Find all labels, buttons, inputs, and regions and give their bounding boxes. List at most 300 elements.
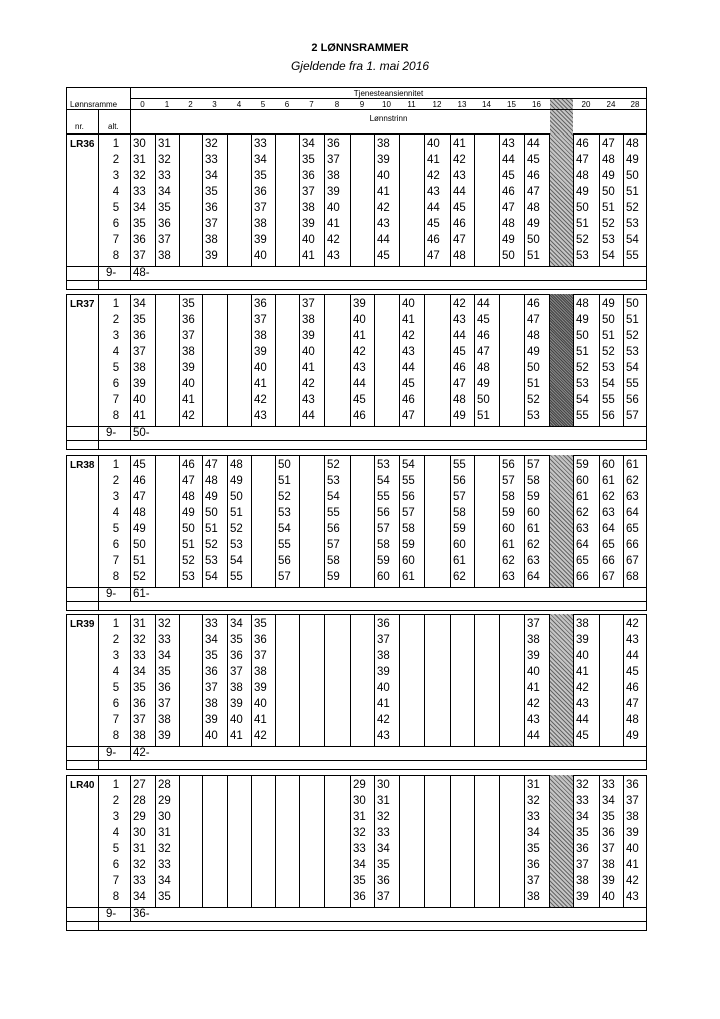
salary-step-cell: 49: [626, 154, 639, 166]
salary-step-cell: 48: [527, 202, 540, 214]
salary-step-cell: 47: [477, 346, 490, 358]
salary-step-cell: 45: [502, 170, 515, 182]
salary-step-cell: 52: [626, 330, 639, 342]
salary-step-cell: 39: [254, 234, 267, 246]
column-divider: [450, 614, 451, 746]
column-divider: [524, 775, 525, 907]
salary-step-cell: 67: [626, 555, 639, 567]
frame-alt-level: 8: [112, 891, 120, 903]
salary-step-cell: 63: [502, 571, 515, 583]
column-divider: [299, 455, 300, 587]
salary-step-cell: 38: [527, 891, 540, 903]
salary-step-cell: 31: [133, 618, 146, 630]
salary-step-cell: 29: [133, 811, 146, 823]
header-year: 8: [334, 100, 340, 109]
column-divider: [299, 134, 300, 266]
column-divider: [474, 455, 475, 587]
salary-step-cell: 61: [453, 555, 466, 567]
header-year: 16: [532, 100, 541, 109]
salary-step-cell: 36: [602, 827, 615, 839]
salary-step-cell: 40: [377, 682, 390, 694]
salary-step-cell: 37: [182, 330, 195, 342]
salary-step-cell: 33: [527, 811, 540, 823]
footer-divider: [66, 746, 647, 747]
column-divider: [573, 775, 574, 907]
salary-step-cell: 57: [453, 491, 466, 503]
salary-step-cell: 33: [158, 859, 171, 871]
salary-step-cell: 65: [576, 555, 589, 567]
salary-step-cell: 52: [327, 459, 340, 471]
salary-step-cell: 63: [576, 523, 589, 535]
frame-alt-level: 6: [112, 218, 120, 230]
salary-step-cell: 51: [278, 475, 291, 487]
column-divider: [275, 134, 276, 266]
salary-step-cell: 48: [576, 170, 589, 182]
salary-step-cell: 48: [527, 330, 540, 342]
column-divider: [202, 134, 203, 266]
salary-step-cell: 40: [254, 250, 267, 262]
salary-step-cell: 38: [205, 234, 218, 246]
column-divider: [623, 614, 624, 746]
salary-step-cell: 37: [254, 650, 267, 662]
salary-step-cell: 36: [377, 618, 390, 630]
salary-step-cell: 27: [133, 779, 146, 791]
salary-step-cell: 48: [576, 298, 589, 310]
salary-step-cell: 38: [254, 666, 267, 678]
column-divider: [130, 614, 131, 746]
frame-footer-value: 61-: [133, 588, 150, 600]
salary-step-cell: 49: [230, 475, 243, 487]
column-divider: [179, 134, 180, 266]
salary-step-cell: 39: [230, 698, 243, 710]
salary-step-cell: 54: [576, 394, 589, 406]
header-year: 24: [606, 100, 616, 109]
salary-step-cell: 31: [377, 795, 390, 807]
salary-step-cell: 35: [230, 634, 243, 646]
salary-step-cell: 43: [502, 138, 515, 150]
salary-step-cell: 39: [205, 714, 218, 726]
salary-step-cell: 32: [353, 827, 366, 839]
salary-step-cell: 35: [205, 186, 218, 198]
column-divider: [227, 455, 228, 587]
salary-step-cell: 36: [377, 875, 390, 887]
salary-step-cell: 51: [477, 410, 490, 422]
salary-step-cell: 40: [527, 666, 540, 678]
salary-step-cell: 31: [158, 827, 171, 839]
salary-step-cell: 49: [602, 170, 615, 182]
salary-step-cell: 33: [254, 138, 267, 150]
footer-divider: [66, 266, 647, 267]
salary-step-cell: 37: [302, 186, 315, 198]
salary-step-cell: 61: [527, 523, 540, 535]
salary-step-cell: 52: [278, 491, 291, 503]
salary-step-cell: 38: [576, 618, 589, 630]
salary-step-cell: 61: [502, 539, 515, 551]
salary-step-cell: 49: [527, 346, 540, 358]
salary-step-cell: 34: [158, 186, 171, 198]
salary-step-cell: 47: [427, 250, 440, 262]
salary-step-cell: 30: [353, 795, 366, 807]
salary-step-cell: 37: [302, 298, 315, 310]
salary-step-cell: 48: [453, 394, 466, 406]
salary-step-cell: 44: [377, 234, 390, 246]
salary-step-cell: 35: [158, 891, 171, 903]
salary-step-cell: 33: [158, 634, 171, 646]
salary-step-cell: 60: [377, 571, 390, 583]
header-year: 0: [140, 100, 145, 109]
column-divider: [251, 134, 252, 266]
salary-step-cell: 43: [254, 410, 267, 422]
frame-footer-alt: 9-: [106, 427, 117, 439]
header-year: 28: [630, 100, 640, 109]
salary-step-cell: 35: [133, 314, 146, 326]
salary-step-cell: 34: [133, 891, 146, 903]
salary-step-cell: 45: [377, 250, 390, 262]
salary-step-cell: 50: [576, 330, 589, 342]
column-divider: [573, 614, 574, 746]
header-year: 14: [482, 100, 491, 109]
salary-step-cell: 59: [402, 539, 415, 551]
salary-step-cell: 52: [230, 523, 243, 535]
salary-step-cell: 61: [626, 459, 639, 471]
salary-step-cell: 50: [133, 539, 146, 551]
salary-step-cell: 46: [626, 682, 639, 694]
salary-step-cell: 50: [576, 202, 589, 214]
column-divider: [227, 134, 228, 266]
column-divider: [130, 266, 131, 280]
salary-step-cell: 45: [402, 378, 415, 390]
salary-step-cell: 49: [453, 410, 466, 422]
salary-step-cell: 41: [427, 154, 440, 166]
salary-step-cell: 40: [327, 202, 340, 214]
salary-step-cell: 47: [402, 410, 415, 422]
column-divider: [350, 775, 351, 907]
salary-step-cell: 42: [626, 618, 639, 630]
salary-step-cell: 48: [230, 459, 243, 471]
salary-step-cell: 43: [576, 698, 589, 710]
salary-step-cell: 42: [427, 170, 440, 182]
salary-step-cell: 39: [133, 378, 146, 390]
salary-step-cell: 32: [158, 618, 171, 630]
salary-step-cell: 41: [302, 362, 315, 374]
header-lonnsramme-label: Lønnsramme: [70, 100, 118, 109]
salary-step-cell: 37: [205, 218, 218, 230]
salary-step-cell: 55: [576, 410, 589, 422]
salary-step-cell: 53: [327, 475, 340, 487]
shaded-column: [550, 455, 573, 587]
column-divider: [573, 455, 574, 587]
salary-step-cell: 45: [527, 154, 540, 166]
salary-step-cell: 39: [254, 682, 267, 694]
column-divider: [450, 294, 451, 426]
salary-step-cell: 53: [602, 234, 615, 246]
salary-step-cell: 33: [353, 843, 366, 855]
salary-step-cell: 37: [133, 714, 146, 726]
salary-step-cell: 36: [133, 698, 146, 710]
frame-footer-alt: 9-: [106, 267, 117, 279]
column-divider: [350, 614, 351, 746]
column-divider: [155, 775, 156, 907]
column-divider: [399, 294, 400, 426]
column-divider: [474, 294, 475, 426]
column-divider: [130, 907, 131, 921]
salary-step-cell: 59: [453, 523, 466, 535]
salary-step-cell: 62: [453, 571, 466, 583]
column-divider: [227, 614, 228, 746]
salary-step-cell: 53: [182, 571, 195, 583]
salary-step-cell: 64: [602, 523, 615, 535]
column-divider: [374, 134, 375, 266]
column-divider: [524, 614, 525, 746]
salary-step-cell: 68: [626, 571, 639, 583]
salary-step-cell: 44: [402, 362, 415, 374]
salary-step-cell: 42: [254, 730, 267, 742]
salary-step-cell: 38: [133, 730, 146, 742]
header-year: 15: [507, 100, 516, 109]
salary-step-cell: 52: [205, 539, 218, 551]
salary-step-cell: 45: [626, 666, 639, 678]
salary-step-cell: 51: [133, 555, 146, 567]
salary-step-cell: 50: [205, 507, 218, 519]
salary-step-cell: 63: [527, 555, 540, 567]
salary-step-cell: 42: [353, 346, 366, 358]
frame-alt-level: 6: [112, 378, 120, 390]
header-nr-label: nr.: [75, 122, 84, 131]
salary-step-cell: 55: [278, 539, 291, 551]
column-divider: [130, 746, 131, 760]
salary-step-cell: 33: [158, 170, 171, 182]
salary-step-cell: 39: [205, 250, 218, 262]
frame-code: LR38: [70, 460, 95, 471]
column-divider: [573, 294, 574, 426]
salary-step-cell: 49: [626, 730, 639, 742]
salary-step-cell: 61: [402, 571, 415, 583]
salary-step-cell: 37: [527, 618, 540, 630]
salary-step-cell: 44: [453, 186, 466, 198]
salary-step-cell: 66: [602, 555, 615, 567]
salary-step-cell: 55: [626, 378, 639, 390]
column-divider: [324, 614, 325, 746]
salary-step-cell: 60: [576, 475, 589, 487]
salary-step-cell: 50: [502, 250, 515, 262]
salary-step-cell: 47: [205, 459, 218, 471]
salary-step-cell: 54: [602, 378, 615, 390]
salary-step-cell: 36: [254, 186, 267, 198]
salary-step-cell: 37: [133, 346, 146, 358]
salary-step-cell: 33: [133, 875, 146, 887]
column-divider: [599, 134, 600, 266]
salary-step-cell: 66: [576, 571, 589, 583]
column-divider: [474, 614, 475, 746]
salary-step-cell: 41: [302, 250, 315, 262]
salary-step-cell: 32: [576, 779, 589, 791]
header-year: 11: [407, 100, 416, 109]
salary-step-cell: 42: [327, 234, 340, 246]
frame-alt-level: 1: [112, 779, 120, 791]
salary-step-cell: 37: [327, 154, 340, 166]
header-year: 13: [457, 100, 467, 109]
salary-step-cell: 66: [626, 539, 639, 551]
column-divider: [623, 134, 624, 266]
frame-alt-level: 5: [112, 523, 120, 535]
salary-step-cell: 57: [327, 539, 340, 551]
footer-divider: [66, 907, 647, 908]
column-divider: [524, 294, 525, 426]
column-divider: [275, 294, 276, 426]
column-divider: [130, 775, 131, 907]
column-divider: [499, 614, 500, 746]
column-divider: [399, 775, 400, 907]
salary-step-cell: 35: [254, 170, 267, 182]
salary-step-cell: 56: [626, 394, 639, 406]
frame-alt-level: 4: [112, 186, 120, 198]
salary-step-cell: 38: [254, 218, 267, 230]
salary-step-cell: 42: [302, 378, 315, 390]
salary-step-cell: 38: [302, 314, 315, 326]
salary-step-cell: 47: [182, 475, 195, 487]
column-divider: [623, 775, 624, 907]
frame-alt-level: 5: [112, 362, 120, 374]
column-divider: [299, 775, 300, 907]
salary-step-cell: 37: [527, 875, 540, 887]
salary-step-cell: 60: [502, 523, 515, 535]
salary-step-cell: 56: [453, 475, 466, 487]
salary-step-cell: 38: [602, 859, 615, 871]
salary-step-cell: 32: [158, 154, 171, 166]
salary-step-cell: 40: [133, 394, 146, 406]
salary-step-cell: 56: [502, 459, 515, 471]
salary-step-cell: 45: [353, 394, 366, 406]
salary-step-cell: 38: [230, 682, 243, 694]
salary-step-cell: 34: [576, 811, 589, 823]
column-divider: [130, 587, 131, 601]
salary-step-cell: 39: [626, 827, 639, 839]
salary-step-cell: 41: [353, 330, 366, 342]
salary-step-cell: 32: [527, 795, 540, 807]
salary-step-cell: 41: [182, 394, 195, 406]
frame-footer-alt: 9-: [106, 908, 117, 920]
salary-step-cell: 40: [602, 891, 615, 903]
salary-step-cell: 42: [377, 202, 390, 214]
salary-step-cell: 47: [133, 491, 146, 503]
frame-alt-level: 2: [112, 475, 120, 487]
salary-step-cell: 38: [302, 202, 315, 214]
salary-step-cell: 53: [576, 250, 589, 262]
salary-step-cell: 64: [527, 571, 540, 583]
salary-step-cell: 35: [158, 666, 171, 678]
salary-step-cell: 38: [254, 330, 267, 342]
salary-step-cell: 40: [254, 698, 267, 710]
frame-code: LR36: [70, 139, 95, 150]
column-divider: [324, 455, 325, 587]
footer-divider: [66, 440, 647, 441]
header-year: 9: [359, 100, 365, 109]
salary-step-cell: 39: [576, 634, 589, 646]
header-divider: [98, 109, 99, 134]
salary-step-cell: 37: [158, 234, 171, 246]
salary-step-cell: 49: [576, 314, 589, 326]
salary-step-cell: 56: [602, 410, 615, 422]
column-divider: [524, 455, 525, 587]
salary-step-cell: 41: [377, 186, 390, 198]
salary-step-cell: 57: [502, 475, 515, 487]
salary-step-cell: 49: [205, 491, 218, 503]
salary-step-cell: 41: [527, 682, 540, 694]
salary-step-cell: 57: [377, 523, 390, 535]
salary-step-cell: 45: [453, 202, 466, 214]
salary-step-cell: 35: [133, 682, 146, 694]
salary-step-cell: 47: [576, 154, 589, 166]
salary-step-cell: 30: [377, 779, 390, 791]
salary-step-cell: 41: [230, 730, 243, 742]
frame-code: LR37: [70, 299, 95, 310]
column-divider: [374, 455, 375, 587]
salary-step-cell: 48: [133, 507, 146, 519]
column-divider: [350, 294, 351, 426]
salary-step-cell: 34: [230, 618, 243, 630]
salary-step-cell: 59: [377, 555, 390, 567]
column-divider: [374, 775, 375, 907]
salary-step-cell: 36: [182, 314, 195, 326]
salary-step-cell: 42: [626, 875, 639, 887]
footer-divider: [66, 426, 647, 427]
shaded-column: [550, 775, 573, 907]
salary-step-cell: 45: [477, 314, 490, 326]
column-divider: [275, 614, 276, 746]
salary-step-cell: 55: [402, 475, 415, 487]
salary-step-cell: 49: [602, 298, 615, 310]
salary-step-cell: 65: [602, 539, 615, 551]
column-divider: [499, 134, 500, 266]
frame-alt-level: 4: [112, 827, 120, 839]
salary-step-cell: 43: [453, 170, 466, 182]
salary-step-cell: 31: [353, 811, 366, 823]
salary-step-cell: 58: [327, 555, 340, 567]
salary-step-cell: 40: [626, 843, 639, 855]
column-divider: [424, 775, 425, 907]
salary-step-cell: 51: [527, 250, 540, 262]
column-divider: [599, 775, 600, 907]
salary-step-cell: 49: [182, 507, 195, 519]
salary-step-cell: 34: [602, 795, 615, 807]
salary-step-cell: 54: [278, 523, 291, 535]
salary-step-cell: 38: [327, 170, 340, 182]
salary-step-cell: 43: [427, 186, 440, 198]
salary-step-cell: 37: [205, 682, 218, 694]
salary-step-cell: 52: [576, 234, 589, 246]
salary-step-cell: 47: [453, 234, 466, 246]
salary-step-cell: 43: [302, 394, 315, 406]
salary-step-cell: 49: [133, 523, 146, 535]
salary-step-cell: 29: [158, 795, 171, 807]
frame-alt-level: 5: [112, 682, 120, 694]
column-divider: [251, 455, 252, 587]
salary-step-cell: 32: [158, 843, 171, 855]
salary-step-cell: 37: [254, 202, 267, 214]
salary-step-cell: 42: [182, 410, 195, 422]
salary-step-cell: 58: [527, 475, 540, 487]
column-divider: [499, 455, 500, 587]
salary-step-cell: 50: [230, 491, 243, 503]
salary-step-cell: 40: [302, 346, 315, 358]
salary-step-cell: 52: [602, 218, 615, 230]
salary-step-cell: 45: [427, 218, 440, 230]
salary-step-cell: 38: [205, 698, 218, 710]
salary-step-cell: 50: [182, 523, 195, 535]
salary-step-cell: 40: [402, 298, 415, 310]
column-divider: [155, 294, 156, 426]
salary-step-cell: 48: [626, 714, 639, 726]
